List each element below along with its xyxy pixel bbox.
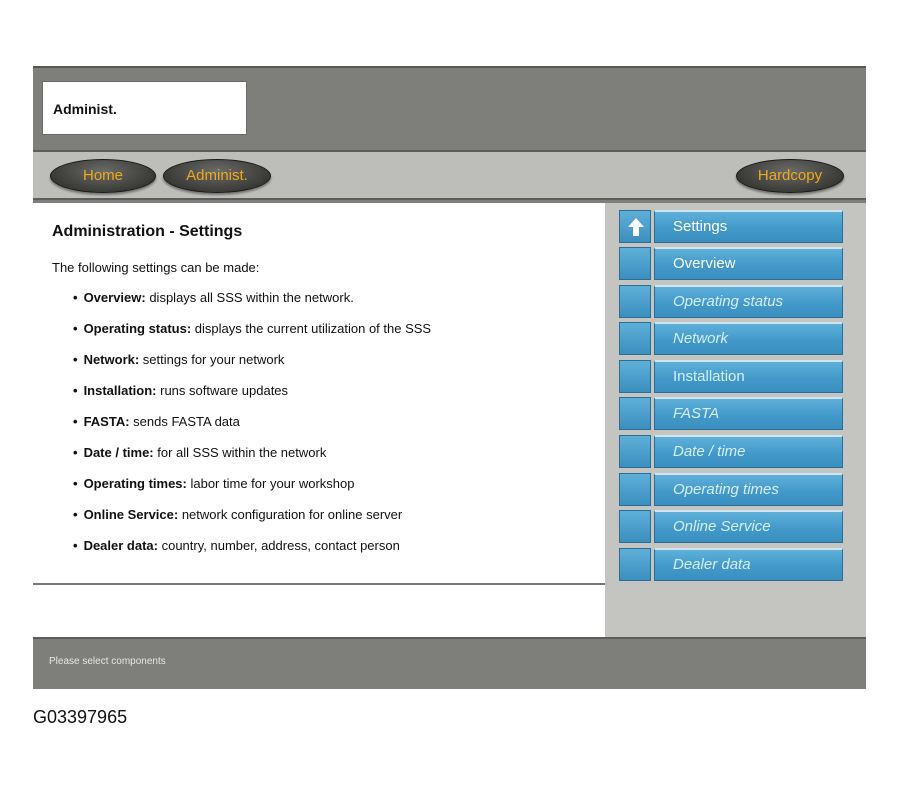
list-item: • Operating times: labor time for your workshop [73, 476, 355, 491]
nav-bar [33, 150, 866, 200]
settings-list [73, 290, 431, 569]
home-button[interactable]: Home [50, 159, 156, 193]
menu-network-label[interactable]: Network [654, 322, 843, 355]
list-item: • FASTA: sends FASTA data [73, 414, 240, 429]
menu-item-operating-times[interactable] [619, 473, 843, 506]
window-title-box [42, 81, 247, 135]
item-term: Operating status: [83, 321, 192, 336]
settings-menu-panel [605, 203, 866, 637]
window-title: Administ. [53, 101, 117, 117]
menu-item-dealer-data[interactable] [619, 548, 843, 581]
menu-item-online-service[interactable] [619, 510, 843, 543]
menu-overview-label[interactable]: Overview [654, 247, 843, 280]
menu-item-marker [619, 435, 651, 468]
menu-fasta-label[interactable]: FASTA [654, 397, 843, 430]
hardcopy-button[interactable]: Hardcopy [736, 159, 844, 193]
menu-dealer-data-label[interactable]: Dealer data [654, 548, 843, 581]
list-item: • Dealer data: country, number, address, contact person [73, 538, 400, 553]
status-text: Please select components [49, 656, 166, 667]
menu-operating-times-label[interactable]: Operating times [654, 473, 843, 506]
item-term: Date / time: [83, 445, 154, 460]
menu-item-overview[interactable] [619, 247, 843, 280]
menu-up-button[interactable] [619, 210, 651, 243]
list-item: • Operating status: displays the current utilization of the SSS [73, 321, 432, 336]
menu-item-marker [619, 360, 651, 393]
menu-online-service-label[interactable]: Online Service [654, 510, 843, 543]
item-desc: sends FASTA data [129, 414, 240, 429]
status-bar [33, 637, 866, 689]
menu-item-marker [619, 285, 651, 318]
item-desc: runs software updates [156, 383, 289, 398]
administ-button[interactable]: Administ. [163, 159, 271, 193]
list-item: • Date / time: for all SSS within the network [73, 445, 327, 460]
menu-item-operating-status[interactable] [619, 285, 843, 318]
menu-settings-label[interactable]: Settings [654, 210, 843, 243]
list-item: • Overview: displays all SSS within the network. [73, 290, 354, 305]
menu-installation-label[interactable]: Installation [654, 360, 843, 393]
item-desc: labor time for your workshop [186, 476, 355, 491]
figure-caption: G03397965 [33, 707, 128, 727]
item-desc: displays all SSS within the network. [145, 290, 354, 305]
menu-item-marker [619, 473, 651, 506]
menu-item-date-time[interactable] [619, 435, 843, 468]
menu-item-marker [619, 510, 651, 543]
menu-date-time-label[interactable]: Date / time [654, 435, 843, 468]
item-term: Online Service: [83, 507, 179, 522]
menu-item-installation[interactable] [619, 360, 843, 393]
item-desc: network configuration for online server [178, 507, 403, 522]
item-term: Network: [83, 352, 140, 367]
item-desc: settings for your network [139, 352, 285, 367]
app-window [33, 66, 866, 687]
intro-text: The following settings can be made: [52, 260, 260, 275]
up-arrow-icon [627, 217, 645, 237]
page-title: Administration - Settings [52, 223, 243, 240]
menu-item-fasta[interactable] [619, 397, 843, 430]
item-desc: displays the current utilization of the SSS [191, 321, 432, 336]
item-term: Installation: [83, 383, 157, 398]
item-term: Operating times: [83, 476, 187, 491]
menu-item-marker [619, 322, 651, 355]
content-panel [33, 203, 605, 637]
list-item: • Online Service: network configuration for online server [73, 507, 403, 522]
item-desc: for all SSS within the network [153, 445, 327, 460]
item-term: Dealer data: [83, 538, 158, 553]
menu-item-network[interactable] [619, 322, 843, 355]
list-item: • Network: settings for your network [73, 352, 285, 367]
item-term: Overview: [83, 290, 146, 305]
item-desc: country, number, address, contact person [157, 538, 400, 553]
menu-item-settings[interactable] [619, 210, 843, 243]
divider [33, 583, 605, 585]
menu-item-marker [619, 247, 651, 280]
list-item: • Installation: runs software updates [73, 383, 289, 398]
menu-operating-status-label[interactable]: Operating status [654, 285, 843, 318]
menu-item-marker [619, 548, 651, 581]
item-term: FASTA: [83, 414, 130, 429]
menu-item-marker [619, 397, 651, 430]
